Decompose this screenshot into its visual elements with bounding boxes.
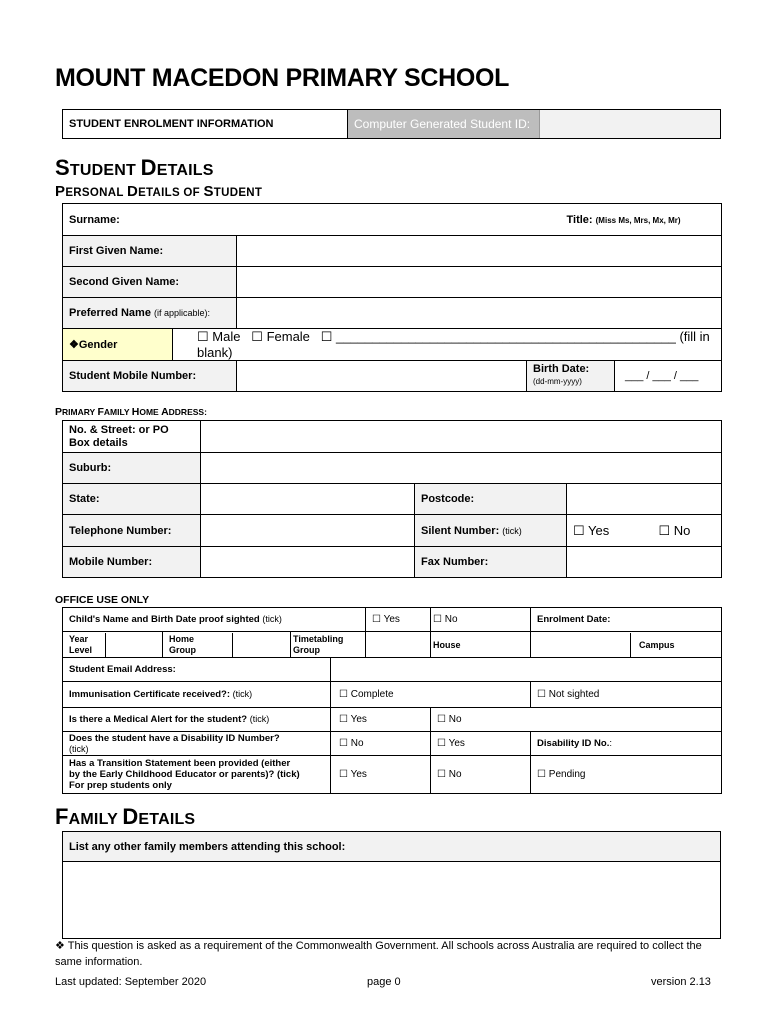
disability-no-checkbox[interactable]: ☐ No (331, 732, 431, 756)
silent-yes-checkbox[interactable]: ☐ Yes (573, 522, 610, 538)
last-updated: Last updated: September 2020 (55, 976, 207, 988)
immunisation-complete-checkbox[interactable]: ☐ Complete (331, 682, 531, 708)
transition-yes-checkbox[interactable]: ☐ Yes (331, 756, 431, 794)
student-mobile-field[interactable] (237, 361, 527, 392)
enrolment-date-label: Enrolment Date: (531, 608, 722, 632)
first-name-field[interactable] (237, 236, 722, 267)
preferred-name-label: Preferred Name (if applicable): (63, 298, 237, 329)
family-details-heading: FAMILY DETAILS (55, 804, 196, 829)
school-title: MOUNT MACEDON PRIMARY SCHOOL (55, 64, 510, 92)
page-number: page 0 (367, 976, 401, 988)
second-name-label: Second Given Name: (63, 267, 237, 298)
gender-female-checkbox[interactable]: ☐ Female (251, 329, 310, 344)
timetabling-field[interactable] (366, 632, 431, 658)
commonwealth-note: ❖ This question is asked as a requirement of the Commonwealth Government. All schools across Australia are required to collect the same information. (55, 940, 702, 968)
student-email-label: Student Email Address: (63, 658, 331, 682)
silent-number-label: Silent Number: (tick) (415, 515, 567, 547)
mobile-field[interactable] (201, 547, 415, 578)
postcode-field[interactable] (567, 484, 722, 515)
office-use-table (62, 607, 722, 794)
mobile-label: Mobile Number: (63, 547, 201, 578)
personal-details-table (62, 203, 722, 392)
gender-other-checkbox[interactable]: ☐ _______________________________________________ (fill in blank) (197, 329, 710, 360)
silent-no-checkbox[interactable]: ☐ No (658, 522, 691, 538)
fax-field[interactable] (567, 547, 722, 578)
disability-label: Does the student have a Disability ID Number? (tick) (63, 732, 331, 756)
state-field[interactable] (201, 484, 415, 515)
second-name-field[interactable] (237, 267, 722, 298)
home-group-label: Home Group (163, 632, 291, 658)
preferred-name-field[interactable] (237, 298, 722, 329)
student-details-heading: STUDENT DETAILS (55, 155, 214, 180)
year-level-label: Year Level (63, 632, 163, 658)
proof-sighted-label: Child's Name and Birth Date proof sighted (tick) (63, 608, 366, 632)
disability-id-label: Disability ID No.: (531, 732, 722, 756)
year-level-field[interactable] (106, 633, 162, 657)
first-name-label: First Given Name: (63, 236, 237, 267)
immunisation-not-sighted-checkbox[interactable]: ☐ Not sighted (531, 682, 722, 708)
telephone-field[interactable] (201, 515, 415, 547)
telephone-label: Telephone Number: (63, 515, 201, 547)
title-options: (Miss Ms, Mrs, Mx, Mr) (595, 215, 681, 225)
enrolment-info-label: STUDENT ENROLMENT INFORMATION (63, 110, 348, 139)
gender-male-checkbox[interactable]: ☐ Male (197, 329, 241, 344)
postcode-label: Postcode: (415, 484, 567, 515)
campus-label: Campus (639, 639, 675, 650)
medical-no-checkbox[interactable]: ☐ No (431, 708, 722, 732)
home-address-heading: PRIMARY FAMILY HOME ADDRESS: (55, 406, 207, 418)
gender-label: ❖Gender (63, 329, 173, 361)
home-group-field[interactable] (233, 633, 290, 657)
house-label: House (431, 632, 531, 658)
street-field[interactable] (201, 421, 722, 453)
title-label: Title: (566, 213, 593, 226)
immunisation-label: Immunisation Certificate received?: (tick) (63, 682, 331, 708)
enrolment-header-bar (62, 109, 721, 139)
surname-label: Surname: (63, 204, 173, 236)
student-id-label: Computer Generated Student ID: (348, 110, 540, 139)
surname-field[interactable] (173, 204, 527, 236)
family-members-field[interactable] (63, 862, 721, 939)
office-use-heading: OFFICE USE ONLY (55, 594, 150, 606)
personal-details-heading: PERSONAL DETAILS OF STUDENT (55, 183, 263, 200)
medical-alert-label: Is there a Medical Alert for the student? (tick) (63, 708, 331, 732)
title-field[interactable] (527, 204, 722, 236)
student-id-field[interactable] (540, 110, 721, 139)
medical-yes-checkbox[interactable]: ☐ Yes (331, 708, 431, 732)
birth-date-cell (527, 361, 722, 392)
campus-cell (531, 632, 722, 658)
suburb-field[interactable] (201, 453, 722, 484)
disability-yes-checkbox[interactable]: ☐ Yes (431, 732, 531, 756)
student-email-field[interactable] (331, 658, 722, 682)
family-members-label: List any other family members attending this school: (63, 832, 721, 862)
birth-date-field[interactable]: ___ / ___ / ___ (625, 370, 699, 382)
street-label: No. & Street: or PO Box details (63, 421, 201, 453)
family-table (62, 831, 721, 939)
suburb-label: Suburb: (63, 453, 201, 484)
timetabling-label: Timetabling Group (291, 632, 366, 658)
transition-statement-label: Has a Transition Statement been provided (either by the Early Childhood Educator or parents)? (tick) For prep students only (63, 756, 331, 794)
gender-options (173, 329, 722, 361)
proof-no-checkbox[interactable]: ☐ No (431, 608, 531, 632)
transition-pending-checkbox[interactable]: ☐ Pending (531, 756, 722, 794)
silent-number-options (567, 515, 722, 547)
proof-yes-checkbox[interactable]: ☐ Yes (366, 608, 431, 632)
birth-date-label: Birth Date: (dd-mm-yyyy) (527, 361, 615, 391)
transition-no-checkbox[interactable]: ☐ No (431, 756, 531, 794)
fax-label: Fax Number: (415, 547, 567, 578)
version: version 2.13 (651, 976, 711, 988)
address-table (62, 420, 722, 578)
student-mobile-label: Student Mobile Number: (63, 361, 237, 392)
state-label: State: (63, 484, 201, 515)
house-field[interactable] (531, 633, 631, 657)
